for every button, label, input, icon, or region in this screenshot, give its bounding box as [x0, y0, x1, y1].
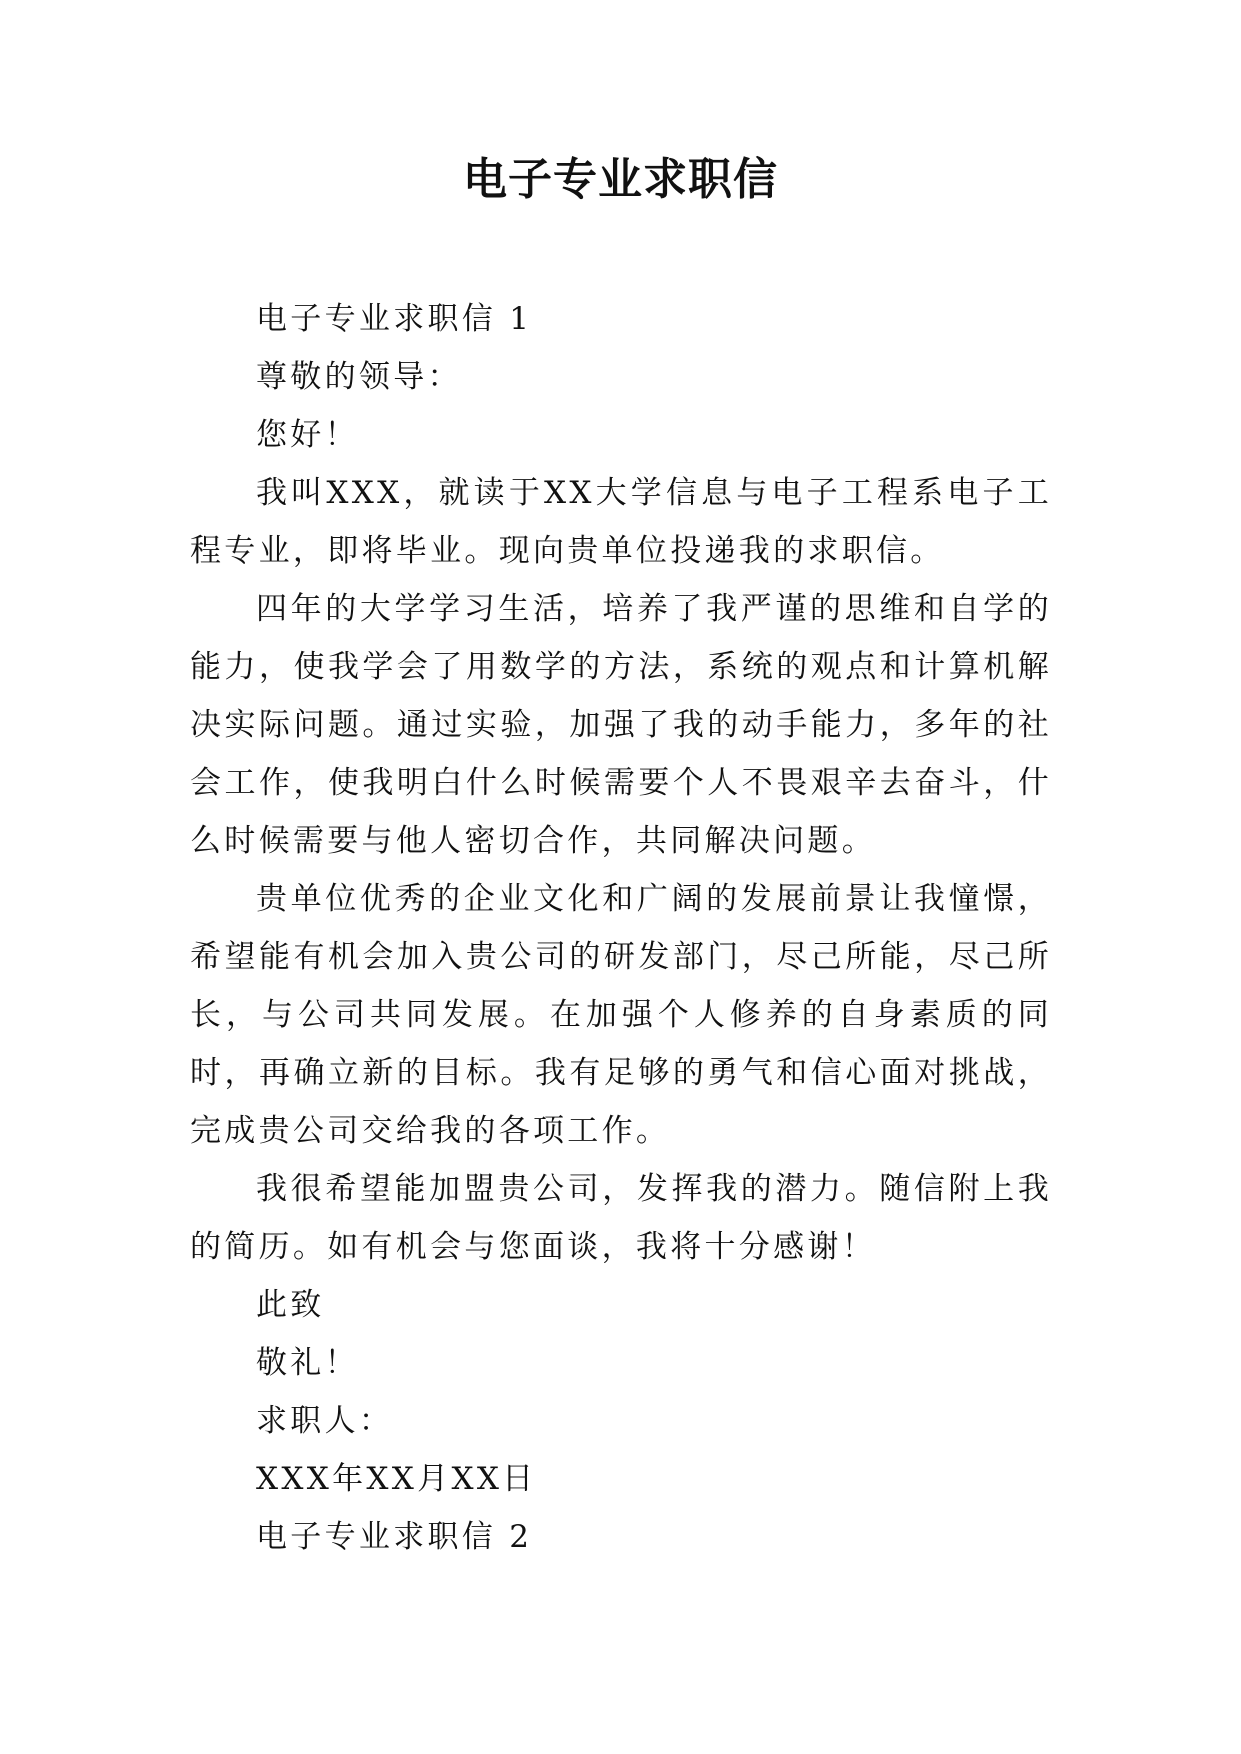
body-paragraph: 我很希望能加盟贵公司，发挥我的潜力。随信附上我的简历。如有机会与您面谈，我将十分感谢！ — [190, 1171, 1052, 1265]
closing-regards: 敬礼！ — [256, 1345, 359, 1381]
section-heading: 电子专业求职信 2 — [256, 1519, 533, 1555]
date-line: XXX年XX月XX日 — [256, 1461, 537, 1497]
section-heading: 电子专业求职信 1 — [256, 301, 533, 337]
body-paragraph: 四年的大学学习生活，培养了我严谨的思维和自学的能力，使我学会了用数学的方法，系统的观点和计算机解决实际问题。通过实验，加强了我的动手能力，多年的社会工作，使我明白什么时候需要个人不畏艰辛去奋斗，什么时候需要与他人密切合作，共同解决问题。 — [190, 591, 1052, 859]
closing-phrase: 此致 — [256, 1287, 325, 1323]
body-paragraph: 贵单位优秀的企业文化和广阔的发展前景让我憧憬，希望能有机会加入贵公司的研发部门，尽己所能，尽己所长，与公司共同发展。在加强个人修养的自身素质的同时，再确立新的目标。我有足够的勇气和信心面对挑战，完成贵公司交给我的各项工作。 — [190, 881, 1052, 1149]
body-paragraph: 我叫XXX，就读于XX大学信息与电子工程系电子工程专业，即将毕业。现向贵单位投递我的求职信。 — [190, 475, 1052, 569]
signature-label: 求职人： — [256, 1403, 394, 1439]
greeting: 您好！ — [256, 417, 359, 453]
document-body — [190, 290, 1052, 1566]
document-title: 电子专业求职信 — [463, 154, 778, 205]
salutation: 尊敬的领导： — [256, 359, 462, 395]
